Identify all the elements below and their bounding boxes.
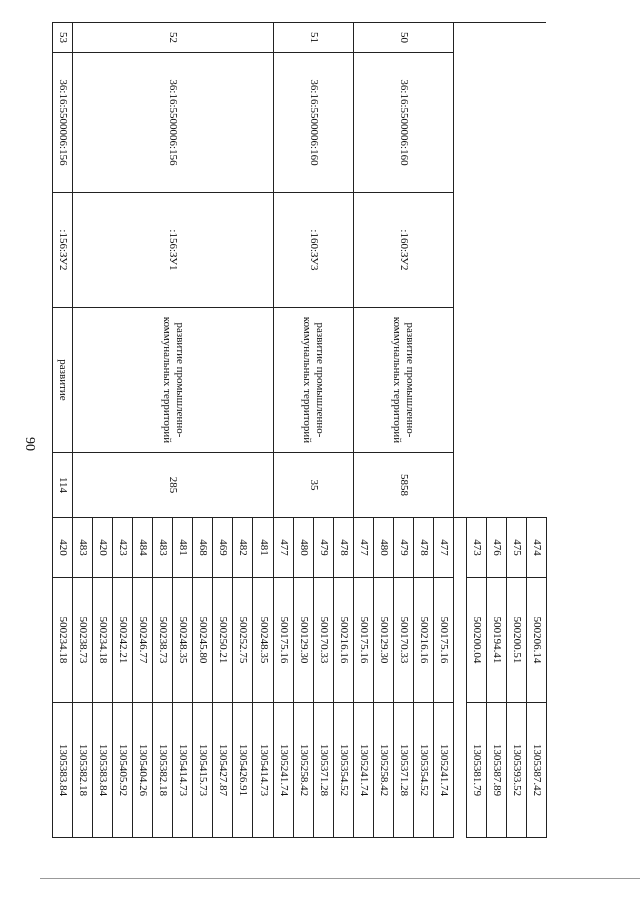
table-body bbox=[53, 23, 547, 838]
permitted-use: развитие bbox=[53, 308, 73, 453]
y-coordinate: 1305405.92 bbox=[113, 703, 133, 838]
y-coordinate: 1305241.74 bbox=[273, 703, 293, 838]
y-coordinate: 1305382.18 bbox=[73, 703, 93, 838]
cadastral-number: 36:16:5500006:156 bbox=[53, 53, 73, 193]
point-number: 483 bbox=[73, 518, 93, 578]
x-coordinate: 500246.77 bbox=[133, 578, 153, 703]
point-number: 420 bbox=[53, 518, 73, 578]
y-coordinate: 1305258.42 bbox=[293, 703, 313, 838]
x-coordinate: 500238.73 bbox=[153, 578, 173, 703]
rotated-table-holder bbox=[52, 22, 547, 837]
y-coordinate: 1305414.73 bbox=[253, 703, 273, 838]
y-coordinate: 1305383.84 bbox=[93, 703, 113, 838]
point-number: 423 bbox=[113, 518, 133, 578]
y-coordinate: 1305381.79 bbox=[466, 703, 486, 838]
y-coordinate: 1305258.42 bbox=[373, 703, 393, 838]
point-number: 420 bbox=[93, 518, 113, 578]
point-number: 479 bbox=[393, 518, 413, 578]
y-coordinate: 1305387.42 bbox=[526, 703, 546, 838]
cadastral-number: 36:16:5500006:156 bbox=[73, 53, 273, 193]
point-number: 483 bbox=[153, 518, 173, 578]
point-number: 482 bbox=[233, 518, 253, 578]
y-coordinate: 1305371.28 bbox=[313, 703, 333, 838]
permitted-use: развитие промышленно-коммунальных территорий bbox=[273, 308, 353, 453]
table-row bbox=[333, 23, 353, 838]
point-number: 477 bbox=[353, 518, 373, 578]
x-coordinate: 500252.75 bbox=[233, 578, 253, 703]
y-coordinate: 1305393.52 bbox=[506, 703, 526, 838]
parcel-number: 50 bbox=[353, 23, 453, 53]
x-coordinate: 500194.41 bbox=[486, 578, 506, 703]
x-coordinate: 500248.35 bbox=[253, 578, 273, 703]
point-number: 480 bbox=[293, 518, 313, 578]
point-number: 477 bbox=[433, 518, 453, 578]
parcel-number: 51 bbox=[273, 23, 353, 53]
y-coordinate: 1305404.26 bbox=[133, 703, 153, 838]
permitted-use: развитие промышленно-коммунальных территорий bbox=[353, 308, 453, 453]
point-number: 473 bbox=[466, 518, 486, 578]
cadastral-number: 36:16:5500006:160 bbox=[273, 53, 353, 193]
x-coordinate: 500129.30 bbox=[293, 578, 313, 703]
x-coordinate: 500200.51 bbox=[506, 578, 526, 703]
y-coordinate: 1305241.74 bbox=[433, 703, 453, 838]
point-number: 468 bbox=[193, 518, 213, 578]
x-coordinate: 500242.21 bbox=[113, 578, 133, 703]
table-row bbox=[433, 23, 453, 838]
page-number: 90 bbox=[22, 437, 37, 451]
y-coordinate: 1305427.87 bbox=[213, 703, 233, 838]
point-number: 481 bbox=[173, 518, 193, 578]
point-number: 481 bbox=[253, 518, 273, 578]
gap-cell bbox=[453, 518, 466, 838]
parcel-area: 5858 bbox=[353, 453, 453, 518]
parcel-designation: :156:ЗУ2 bbox=[53, 193, 73, 308]
parcel-area: 35 bbox=[273, 453, 353, 518]
table-row bbox=[53, 23, 73, 838]
x-coordinate: 500216.16 bbox=[413, 578, 433, 703]
table-row bbox=[526, 23, 546, 838]
point-number: 480 bbox=[373, 518, 393, 578]
point-number: 477 bbox=[273, 518, 293, 578]
x-coordinate: 500129.30 bbox=[373, 578, 393, 703]
continuation-blank-cell bbox=[453, 23, 546, 518]
y-coordinate: 1305415.73 bbox=[193, 703, 213, 838]
parcel-number: 52 bbox=[73, 23, 273, 53]
parcel-number: 53 bbox=[53, 23, 73, 53]
x-coordinate: 500238.73 bbox=[73, 578, 93, 703]
y-coordinate: 1305414.73 bbox=[173, 703, 193, 838]
point-number: 478 bbox=[413, 518, 433, 578]
x-coordinate: 500245.80 bbox=[193, 578, 213, 703]
y-coordinate: 1305241.74 bbox=[353, 703, 373, 838]
parcel-designation: :160:ЗУ2 bbox=[353, 193, 453, 308]
point-number: 474 bbox=[526, 518, 546, 578]
point-number: 469 bbox=[213, 518, 233, 578]
x-coordinate: 500234.18 bbox=[53, 578, 73, 703]
y-coordinate: 1305387.89 bbox=[486, 703, 506, 838]
point-number: 479 bbox=[313, 518, 333, 578]
parcel-designation: :156:ЗУ1 bbox=[73, 193, 273, 308]
coordinates-table bbox=[52, 22, 547, 838]
x-coordinate: 500170.33 bbox=[313, 578, 333, 703]
point-number: 476 bbox=[486, 518, 506, 578]
parcel-designation: :160:ЗУ3 bbox=[273, 193, 353, 308]
parcel-area: 114 bbox=[53, 453, 73, 518]
x-coordinate: 500250.21 bbox=[213, 578, 233, 703]
x-coordinate: 500175.16 bbox=[353, 578, 373, 703]
point-number: 484 bbox=[133, 518, 153, 578]
x-coordinate: 500175.16 bbox=[433, 578, 453, 703]
parcel-area: 285 bbox=[73, 453, 273, 518]
y-coordinate: 1305354.52 bbox=[413, 703, 433, 838]
x-coordinate: 500248.35 bbox=[173, 578, 193, 703]
x-coordinate: 500206.14 bbox=[526, 578, 546, 703]
y-coordinate: 1305354.52 bbox=[333, 703, 353, 838]
x-coordinate: 500200.04 bbox=[466, 578, 486, 703]
point-number: 475 bbox=[506, 518, 526, 578]
table-row bbox=[253, 23, 273, 838]
x-coordinate: 500175.16 bbox=[273, 578, 293, 703]
point-number: 478 bbox=[333, 518, 353, 578]
x-coordinate: 500170.33 bbox=[393, 578, 413, 703]
y-coordinate: 1305382.18 bbox=[153, 703, 173, 838]
y-coordinate: 1305371.28 bbox=[393, 703, 413, 838]
bottom-rule bbox=[40, 878, 640, 879]
cadastral-number: 36:16:5500006:160 bbox=[353, 53, 453, 193]
y-coordinate: 1305383.84 bbox=[53, 703, 73, 838]
x-coordinate: 500216.16 bbox=[333, 578, 353, 703]
permitted-use: развитие промышленно-коммунальных территорий bbox=[73, 308, 273, 453]
x-coordinate: 500234.18 bbox=[93, 578, 113, 703]
y-coordinate: 1305426.91 bbox=[233, 703, 253, 838]
